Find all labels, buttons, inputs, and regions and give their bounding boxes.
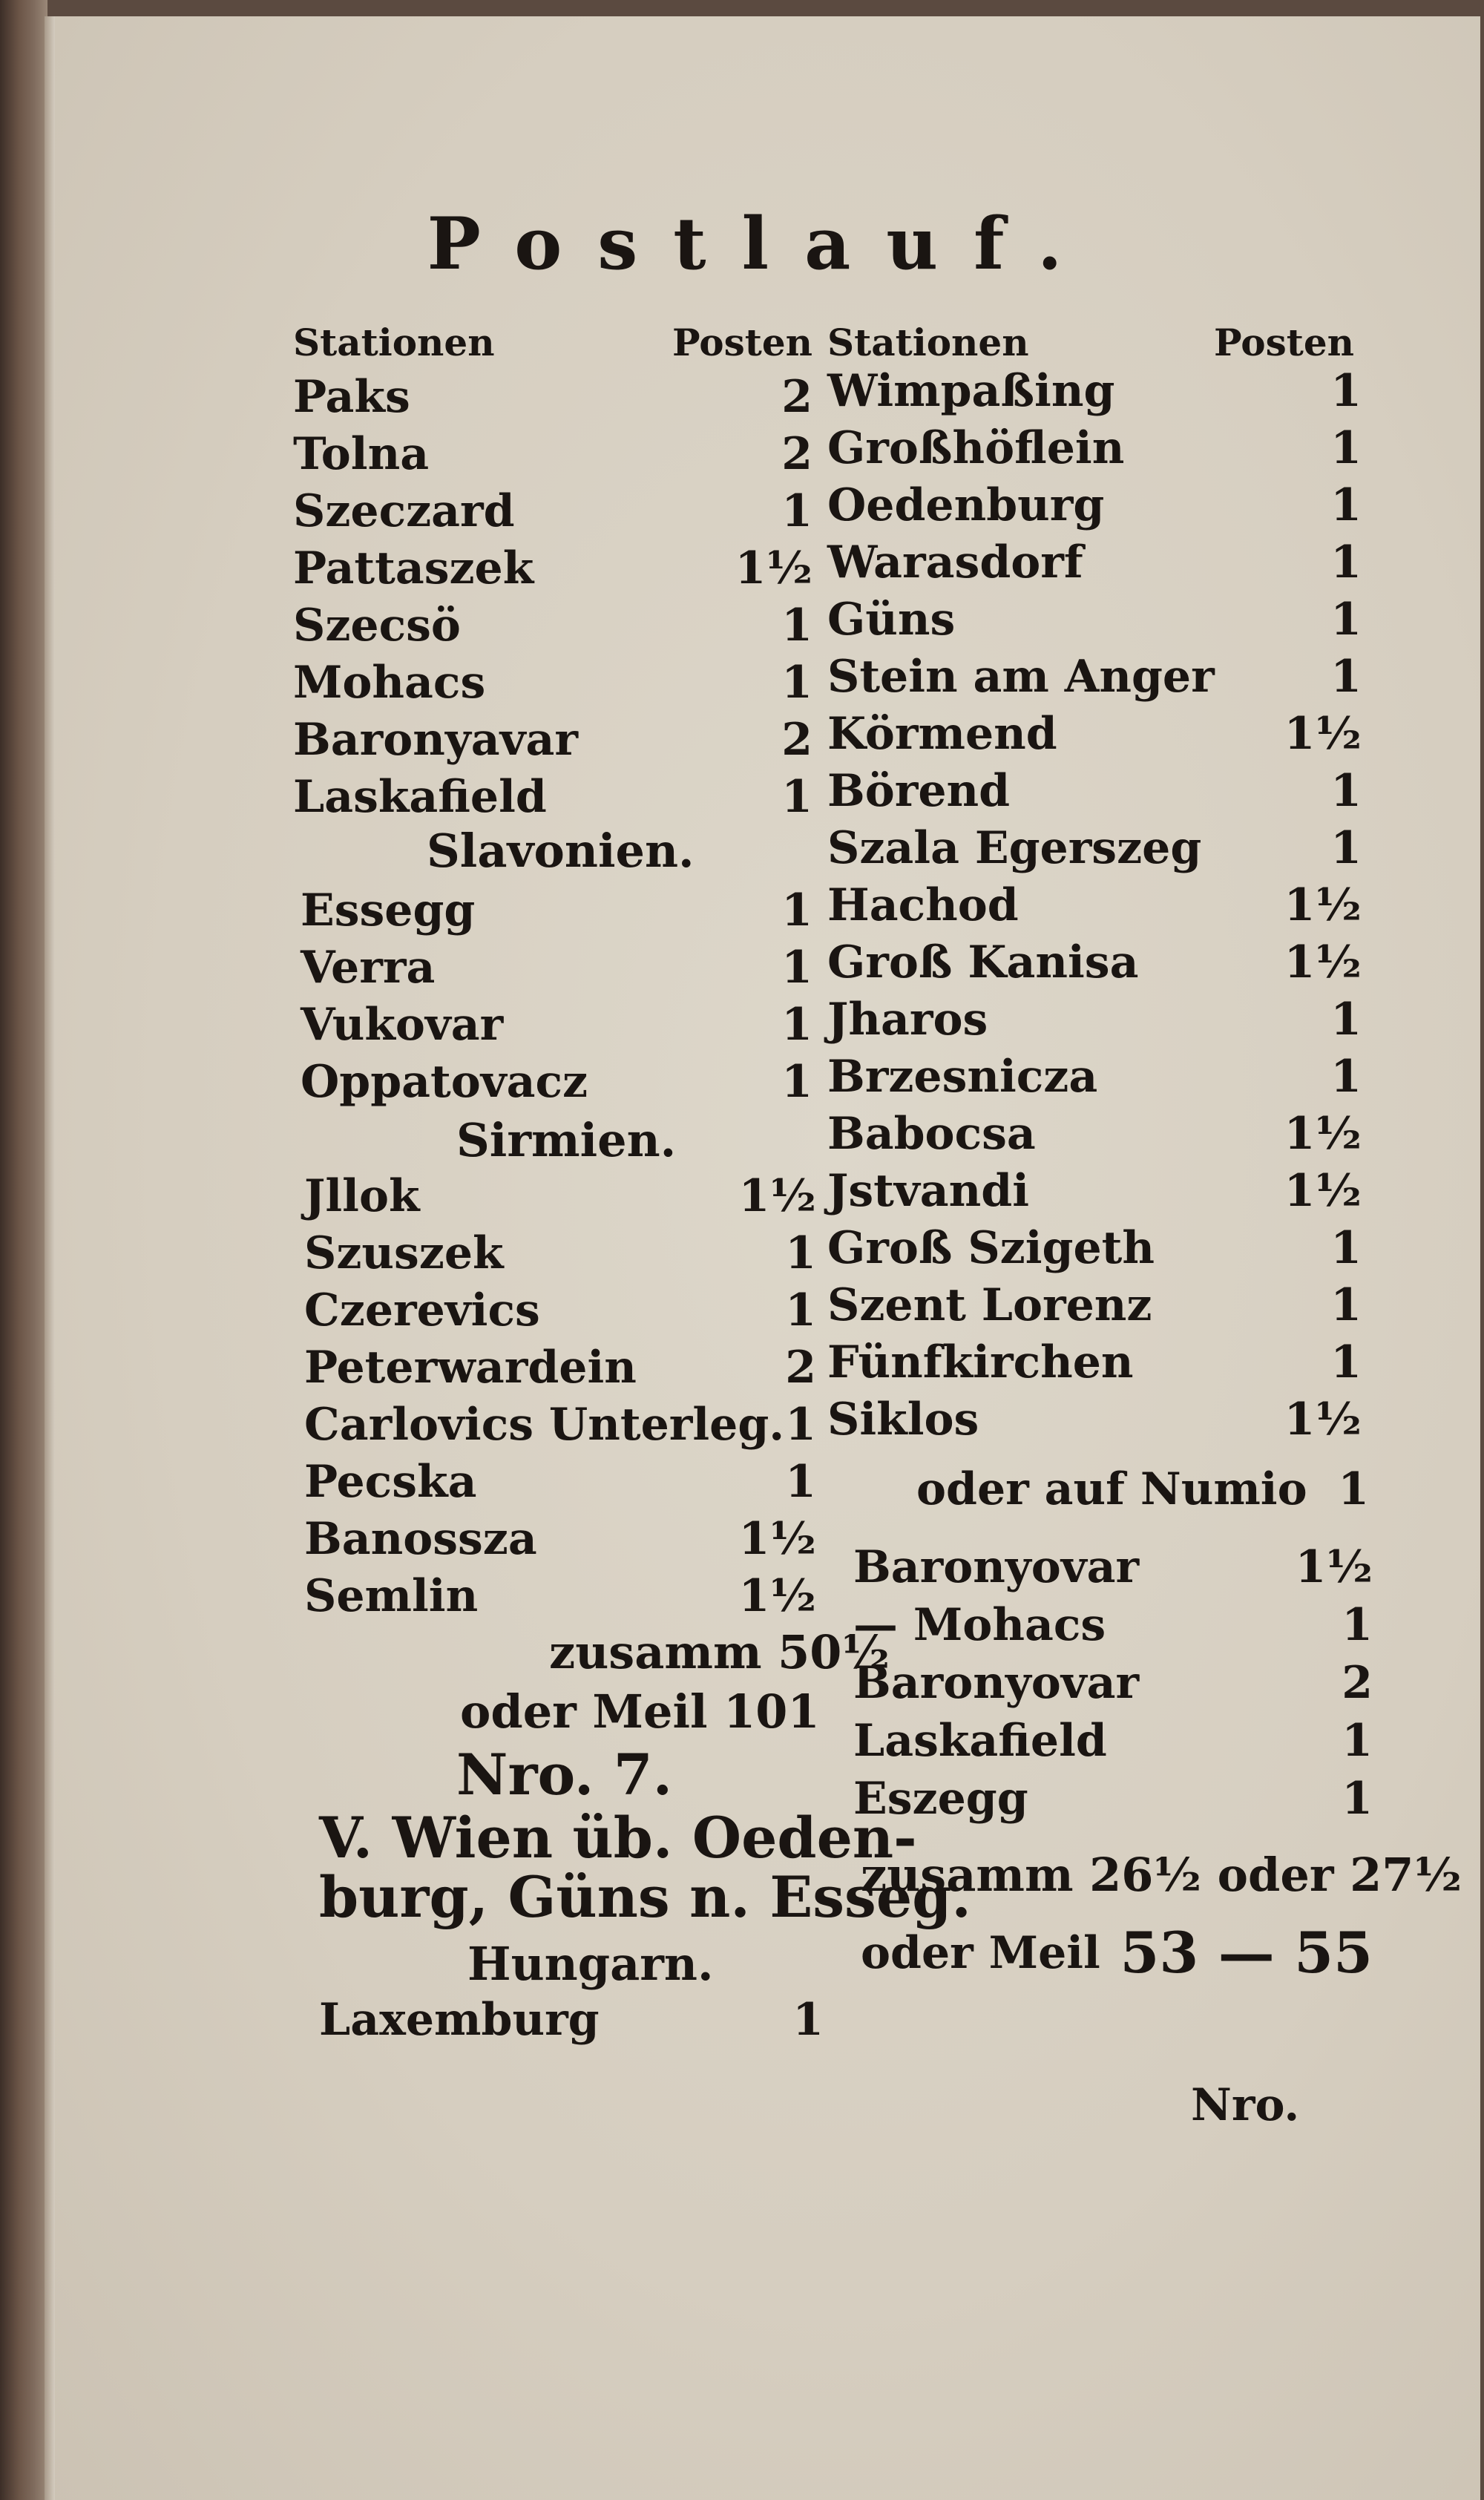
posten-value: 1	[1330, 994, 1362, 1046]
route-description-line1: V. Wien üb. Oeden-	[319, 1805, 917, 1871]
posten-value: 2	[781, 371, 812, 423]
posten-value: 1	[781, 1056, 812, 1108]
posten-value: 1	[1330, 822, 1362, 874]
station-name: Szent Lorenz	[827, 1279, 1152, 1331]
posten-value: 1	[1338, 1463, 1369, 1515]
station-row	[827, 879, 1362, 931]
station-name: Essegg	[301, 885, 476, 936]
posten-value: 1½	[1284, 1394, 1362, 1446]
station-name: Tolna	[293, 428, 430, 480]
station-row	[304, 1399, 816, 1451]
section-slavonien: Slavonien.	[427, 824, 695, 878]
posten-value: 1	[1330, 479, 1362, 531]
posten-value: 1	[785, 1399, 816, 1451]
page-title: Postlauf.	[427, 202, 1098, 286]
station-name: Jharos	[827, 994, 988, 1046]
right-total-meilen-label: oder Meil	[861, 1927, 1100, 1979]
station-name: Hachod	[827, 879, 1019, 931]
right-total-meilen-values: 53 — 55	[1120, 1920, 1373, 1986]
posten-value: 1	[1330, 1336, 1362, 1388]
station-row	[304, 1285, 816, 1336]
station-name: Fünfkirchen	[827, 1336, 1134, 1388]
posten-value: 1½	[738, 1570, 816, 1622]
posten-value: 1	[1342, 1715, 1373, 1767]
station-name: Großhöflein	[827, 422, 1125, 474]
station-row	[827, 936, 1362, 988]
station-name: Oedenburg	[827, 479, 1105, 531]
book-binding	[0, 0, 47, 2500]
station-name: Czerevics	[304, 1285, 540, 1336]
station-name: Eszegg	[853, 1773, 1028, 1825]
station-row	[827, 765, 1362, 817]
station-name: Paks	[293, 371, 410, 423]
station-name: Siklos	[827, 1394, 979, 1446]
posten-value: 1½	[738, 1170, 816, 1222]
station-name: Oppatovacz	[301, 1056, 588, 1108]
posten-value: 1	[1330, 422, 1362, 474]
station-row	[301, 885, 812, 936]
station-name: Babocsa	[827, 1108, 1036, 1160]
station-row	[827, 994, 1362, 1046]
station-name: Wimpaßing	[827, 365, 1115, 417]
posten-value: 1	[781, 771, 812, 823]
posten-value: 1½	[1295, 1541, 1373, 1593]
route-description-line2: burg, Güns n. Esseg.	[319, 1864, 971, 1930]
station-name: Jstvandi	[827, 1165, 1029, 1217]
posten-value: 1	[1330, 1279, 1362, 1331]
station-row	[304, 1570, 816, 1622]
station-row	[827, 822, 1362, 874]
station-name: — Mohacs	[853, 1599, 1106, 1651]
posten-value: 1	[1330, 594, 1362, 646]
station-name: Brzesnicza	[827, 1051, 1098, 1103]
station-row	[293, 657, 812, 709]
station-row	[301, 942, 812, 994]
station-row	[293, 714, 812, 766]
station-name: Börend	[827, 765, 1011, 817]
left-total-meilen: oder Meil 101	[460, 1684, 820, 1739]
station-row	[304, 1513, 816, 1565]
posten-value: 2	[785, 1342, 816, 1394]
station-row	[853, 1773, 1373, 1825]
station-row	[827, 1108, 1362, 1160]
station-name: Baronyovar	[853, 1657, 1140, 1709]
posten-value: 1	[792, 1994, 824, 2046]
station-row	[293, 428, 812, 480]
posten-value: 1	[1330, 651, 1362, 703]
posten-value: 1	[781, 600, 812, 652]
station-row	[304, 1342, 816, 1394]
station-row	[827, 1222, 1362, 1274]
station-name: Szala Egerszeg	[827, 822, 1202, 874]
station-name: Pecska	[304, 1456, 477, 1508]
station-row	[827, 1336, 1362, 1388]
station-name: Peterwardein	[304, 1342, 637, 1394]
station-row	[827, 651, 1362, 703]
posten-value: 1	[785, 1456, 816, 1508]
station-name: Semlin	[304, 1570, 479, 1622]
station-row	[293, 771, 812, 823]
route-number: Nro. 7.	[456, 1742, 673, 1808]
station-row	[301, 999, 812, 1051]
station-row	[853, 1715, 1373, 1767]
posten-value: 1½	[1284, 879, 1362, 931]
station-name: Warasdorf	[827, 537, 1083, 588]
station-row	[827, 365, 1362, 417]
station-name: Laskafield	[853, 1715, 1107, 1767]
posten-value: 2	[1342, 1657, 1373, 1709]
right-header-posten: Posten	[1213, 321, 1354, 364]
posten-value: 1	[1330, 1051, 1362, 1103]
station-row	[853, 1599, 1373, 1651]
posten-value: 1½	[1284, 708, 1362, 760]
station-name: Groß Szigeth	[827, 1222, 1155, 1274]
station-name: Laxemburg	[319, 1994, 600, 2046]
posten-value: 1½	[1284, 1108, 1362, 1160]
station-name: Baronyovar	[853, 1541, 1140, 1593]
station-name: Baronyavar	[293, 714, 578, 766]
station-name: Verra	[301, 942, 436, 994]
right-total-posten: zusamm 26½ oder 27½	[861, 1848, 1462, 1902]
station-row	[827, 1051, 1362, 1103]
page-edge	[45, 16, 55, 2500]
section-sirmien: Sirmien.	[456, 1113, 677, 1167]
posten-value: 1	[781, 999, 812, 1051]
station-row	[827, 422, 1362, 474]
station-row	[827, 1394, 1362, 1446]
right-alt-row	[916, 1463, 1369, 1515]
station-name: Jllok	[304, 1170, 420, 1222]
posten-value: 1	[1330, 765, 1362, 817]
catchword: Nro.	[1191, 2079, 1300, 2131]
right-total-meilen	[861, 1920, 1373, 1986]
station-name: Szecsö	[293, 600, 461, 652]
station-name: Güns	[827, 594, 956, 646]
station-row	[304, 1227, 816, 1279]
posten-value: 1	[781, 657, 812, 709]
posten-value: 1	[1342, 1773, 1373, 1825]
posten-value: 1	[781, 885, 812, 936]
station-row	[304, 1456, 816, 1508]
station-row	[853, 1541, 1373, 1593]
posten-value: 1½	[735, 542, 812, 594]
station-name: Laskafield	[293, 771, 547, 823]
station-row	[293, 600, 812, 652]
station-row	[293, 542, 812, 594]
book-page	[45, 16, 1480, 2500]
station-name: Carlovics Unterleg.	[304, 1399, 785, 1451]
station-name: Pattaszek	[293, 542, 534, 594]
posten-value: 1½	[738, 1513, 816, 1565]
posten-value: 1	[1330, 1222, 1362, 1274]
right-header-station: Stationen	[827, 321, 1029, 364]
section-hungarn: Hungarn.	[467, 1937, 714, 1991]
posten-value: 1	[1330, 365, 1362, 417]
station-row	[827, 594, 1362, 646]
left-last-row	[319, 1994, 824, 2046]
posten-value: 1	[1342, 1599, 1373, 1651]
posten-value: 1½	[1284, 1165, 1362, 1217]
station-row	[293, 485, 812, 537]
station-row	[827, 1165, 1362, 1217]
station-name: Mohacs	[293, 657, 486, 709]
station-row	[827, 708, 1362, 760]
station-name: Körmend	[827, 708, 1057, 760]
posten-value: 1	[781, 485, 812, 537]
station-name: Szeczard	[293, 485, 515, 537]
station-row	[827, 479, 1362, 531]
station-row	[293, 371, 812, 423]
station-row	[301, 1056, 812, 1108]
posten-value: 1	[1330, 537, 1362, 588]
station-name: Vukovar	[301, 999, 504, 1051]
right-header	[827, 317, 1354, 369]
posten-value: 1	[785, 1227, 816, 1279]
posten-value: 1	[781, 942, 812, 994]
station-row	[853, 1657, 1373, 1709]
station-name: Groß Kanisa	[827, 936, 1139, 988]
left-header-posten: Posten	[672, 321, 812, 364]
posten-value: 2	[781, 428, 812, 480]
left-header-station: Stationen	[293, 321, 495, 364]
posten-value: 2	[781, 714, 812, 766]
station-name: oder auf Numio	[916, 1463, 1307, 1515]
posten-value: 1½	[1284, 936, 1362, 988]
posten-value: 1	[785, 1285, 816, 1336]
station-row	[827, 537, 1362, 588]
station-row	[827, 1279, 1362, 1331]
station-row	[304, 1170, 816, 1222]
station-name: Stein am Anger	[827, 651, 1215, 703]
left-header	[293, 317, 812, 369]
station-name: Banossza	[304, 1513, 537, 1565]
station-name: Szuszek	[304, 1227, 504, 1279]
left-total-posten: zusamm 50½	[549, 1625, 890, 1679]
